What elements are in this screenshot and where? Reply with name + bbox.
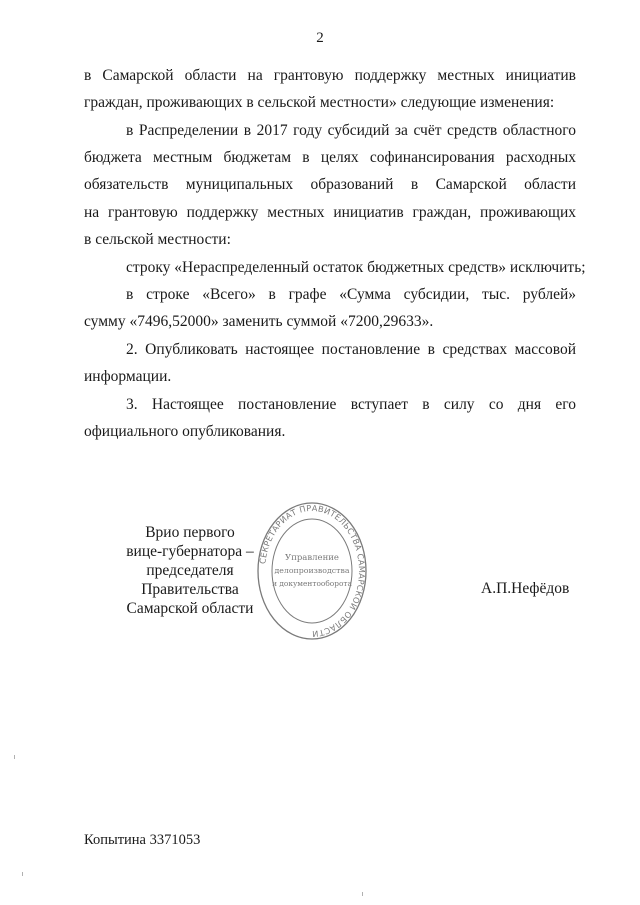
body-line: на грантовую поддержку местных инициатив граждан, проживающих xyxy=(84,204,576,221)
scan-speck xyxy=(362,892,363,896)
scan-speck xyxy=(22,872,23,876)
stamp-ring-text-path: СЕКРЕТАРИАТ ПРАВИТЕЛЬСТВА САМАРСКОЙ ОБЛАСТИ xyxy=(257,502,368,640)
signatory-position-line: Самарской области xyxy=(126,600,254,617)
body-line: 2. Опубликовать настоящее постановление в средствах массовой xyxy=(126,341,576,358)
scan-speck xyxy=(14,755,15,759)
body-line: в Самарской области на грантовую поддержку местных инициатив xyxy=(84,67,576,84)
stamp-inner-line: и документооборота xyxy=(272,579,352,588)
body-line: в сельской местности: xyxy=(84,231,231,248)
signatory-position-line: Врио первого xyxy=(145,524,235,541)
body-line: официального опубликования. xyxy=(84,423,286,440)
body-line: граждан, проживающих в сельской местности» следующие изменения: xyxy=(84,94,555,111)
signatory-position xyxy=(100,523,280,618)
body-line: строку «Нераспределенный остаток бюджетных средств» исключить; xyxy=(126,259,586,276)
body-line: в строке «Всего» в графе «Сумма субсидии, тыс. рублей» xyxy=(126,286,576,303)
body-line: в Распределении в 2017 году субсидий за счёт средств областного xyxy=(126,122,576,139)
signatory-position-line: вице-губернатора – xyxy=(126,543,254,560)
body-line: 3. Настоящее постановление вступает в силу со дня его xyxy=(126,396,576,413)
official-stamp xyxy=(256,501,368,641)
signatory-name: А.П.Нефёдов xyxy=(481,580,570,597)
body-line: сумму «7496,52000» заменить суммой «7200,29633». xyxy=(84,313,434,330)
stamp-inner-line: Управление xyxy=(285,553,339,563)
executor-note: Копытина 3371053 xyxy=(84,832,201,848)
body-line: бюджета местным бюджетам в целях софинансирования расходных xyxy=(84,149,576,166)
signatory-position-line: председателя Правительства xyxy=(141,562,239,598)
page-number: 2 xyxy=(316,30,324,46)
body-line: информации. xyxy=(84,368,172,385)
body-line: обязательств муниципальных образований в Самарской области xyxy=(84,176,576,193)
stamp-inner-line: делопроизводства xyxy=(274,566,350,575)
